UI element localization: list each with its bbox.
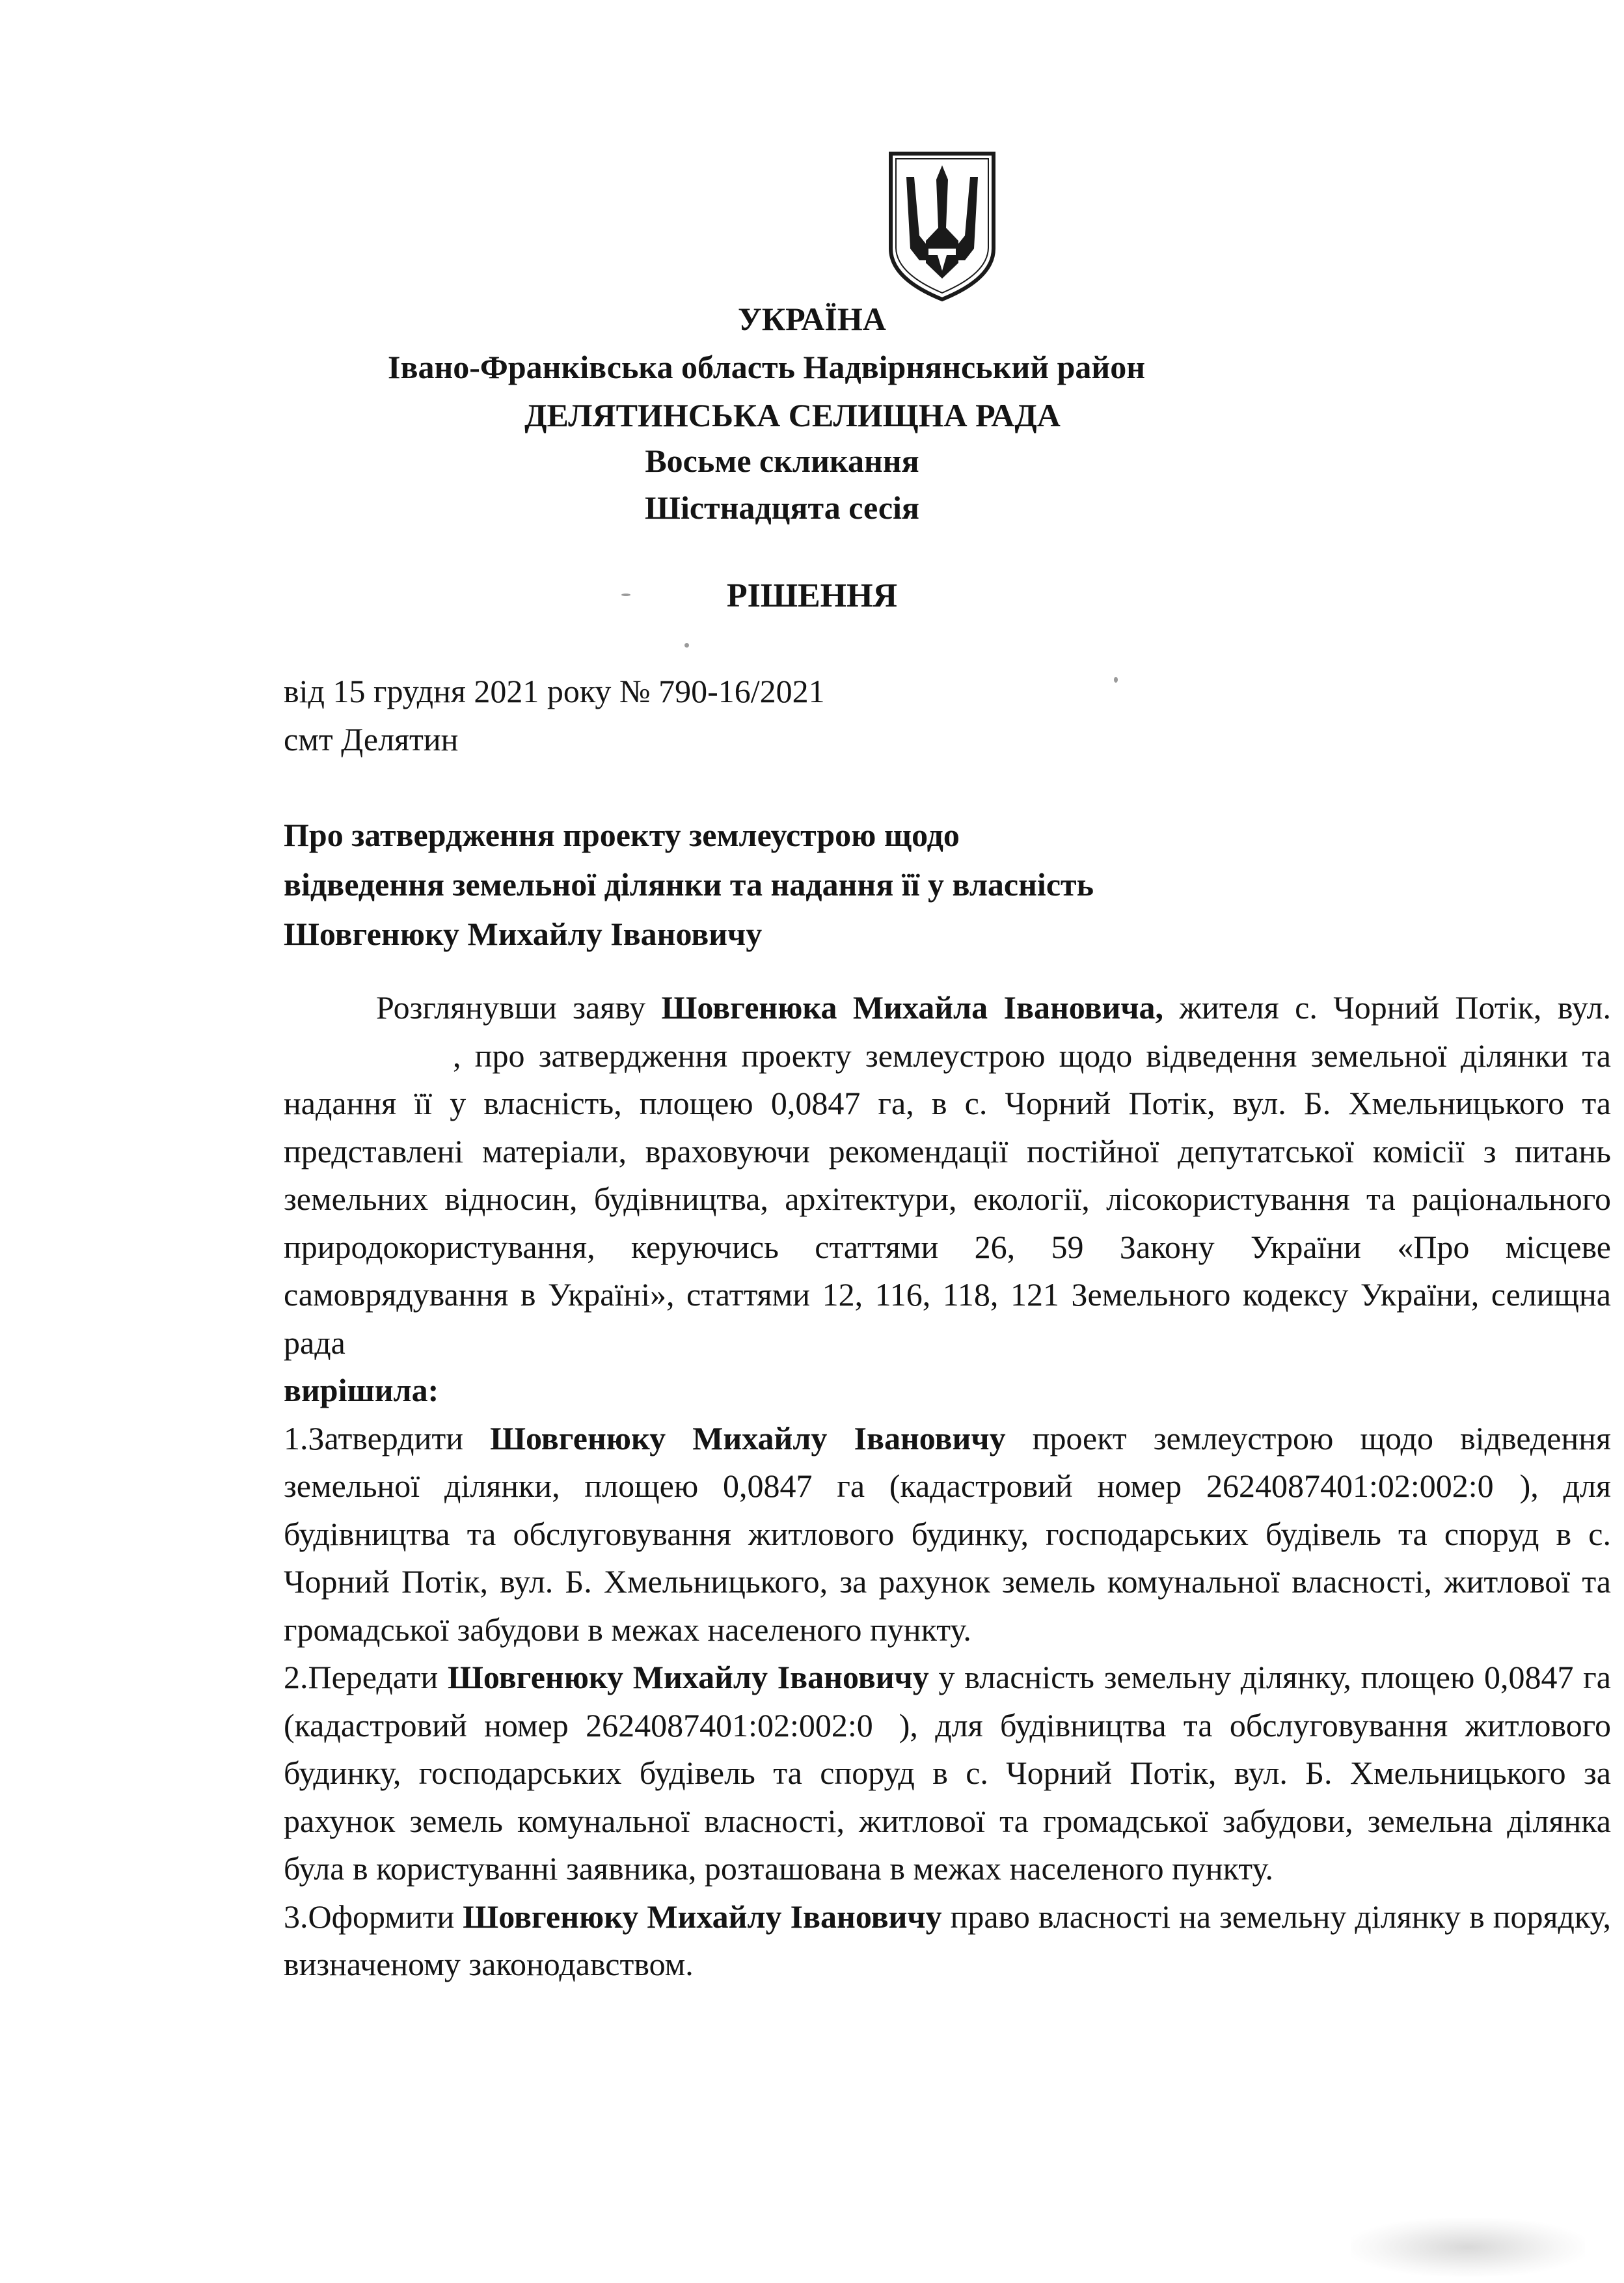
session-heading: Шістнадцята сесія (645, 489, 919, 526)
item-text: 1.Затвердити (284, 1419, 491, 1456)
scan-speck (1114, 677, 1118, 683)
item-text: 2.Передати (284, 1659, 448, 1695)
decision-body (284, 984, 1611, 1989)
decision-subject (284, 810, 1094, 959)
scan-speck (684, 643, 689, 648)
subject-line: Шовгенюку Михайлу Івановичу (284, 916, 763, 952)
applicant-name: Шовгенюку Михайлу Івановичу (490, 1419, 1006, 1456)
decided-label: вирішила: (284, 1372, 439, 1408)
item-text: ), для будівництва та обслуговування житлового будинку, господарських будівель та споруд в с. Чорний Потік, вул. Б. Хмельницького, за рахунок земель комунальної власності, житлової та громадської забудови в межах населеного пункту. (284, 1468, 1611, 1648)
trident-coat-of-arms-icon (887, 151, 997, 302)
intro-text: Розглянувши заяву (376, 989, 662, 1026)
document-type-heading: РІШЕННЯ (726, 577, 898, 614)
decision-item-2 (284, 1654, 1611, 1893)
item-text: ), для будівництва та обслуговування житлового будинку, господарських будівель та споруд в с. Чорний Потік, вул. Б. Хмельницького за рахунок земель комунальної власності, житлової та громадської забудови, земельна ділянка була в користуванні заявника, розташована в межах населеного пункту. (284, 1706, 1611, 1887)
applicant-name: Шовгенюка Михайла Івановича, (661, 989, 1164, 1026)
item-text: 3.Оформити (284, 1898, 463, 1935)
item-text: право власності на земельну ділянку в порядку, визначеному законодавством. (284, 1898, 1611, 1982)
decision-place: смт Делятин (284, 721, 459, 758)
country-heading: УКРАЇНА (738, 301, 886, 337)
scan-speck (621, 594, 630, 596)
item-text: у власність земельну ділянку, площею 0,0847 га (кадастровий номер 2624087401:02:002:0 (284, 1659, 1611, 1743)
intro-text: , про затвердження проекту землеустрою щодо відведення земельної ділянки та надання її у власність, площею 0,0847 га, в с. Чорний Потік, вул. Б. Хмельницького та представлені матеріали, враховуючи рекомендації постійної депутатської комісії з питань земельних відносин, будівництва, архітектури, екології, лісокористування та раціонального природокористування, керуючись статтями 26, 59 Закону України «Про місцеве самоврядування в Україні», статтями 12, 116, 118, 121 Земельного кодексу України, селищна рада (284, 1037, 1611, 1361)
region-heading: Івано-Франківська область Надвірнянський район (387, 349, 1145, 385)
applicant-name: Шовгенюку Михайлу Івановичу (448, 1659, 929, 1695)
scan-smudge (1351, 2218, 1585, 2276)
subject-line: відведення земельної ділянки та надання її у власність (284, 866, 1094, 903)
intro-paragraph (284, 984, 1611, 1367)
council-heading: ДЕЛЯТИНСЬКА СЕЛИЩНА РАДА (524, 397, 1061, 433)
convocation-heading: Восьме скликання (645, 443, 919, 479)
item-text: проект землеустрою щодо відведення земельної ділянки, площею 0,0847 га (кадастровий номер 2624087401:02:002:0 (284, 1419, 1612, 1504)
decision-date-number: від 15 грудня 2021 року № 790-16/2021 (284, 673, 825, 709)
decision-item-3 (284, 1893, 1611, 1989)
applicant-name: Шовгенюку Михайлу Івановичу (463, 1898, 942, 1935)
decision-item-1 (284, 1415, 1611, 1654)
subject-line: Про затвердження проекту землеустрою щодо (284, 817, 960, 853)
intro-text: жителя с. Чорний Потік, вул. (1163, 989, 1611, 1026)
